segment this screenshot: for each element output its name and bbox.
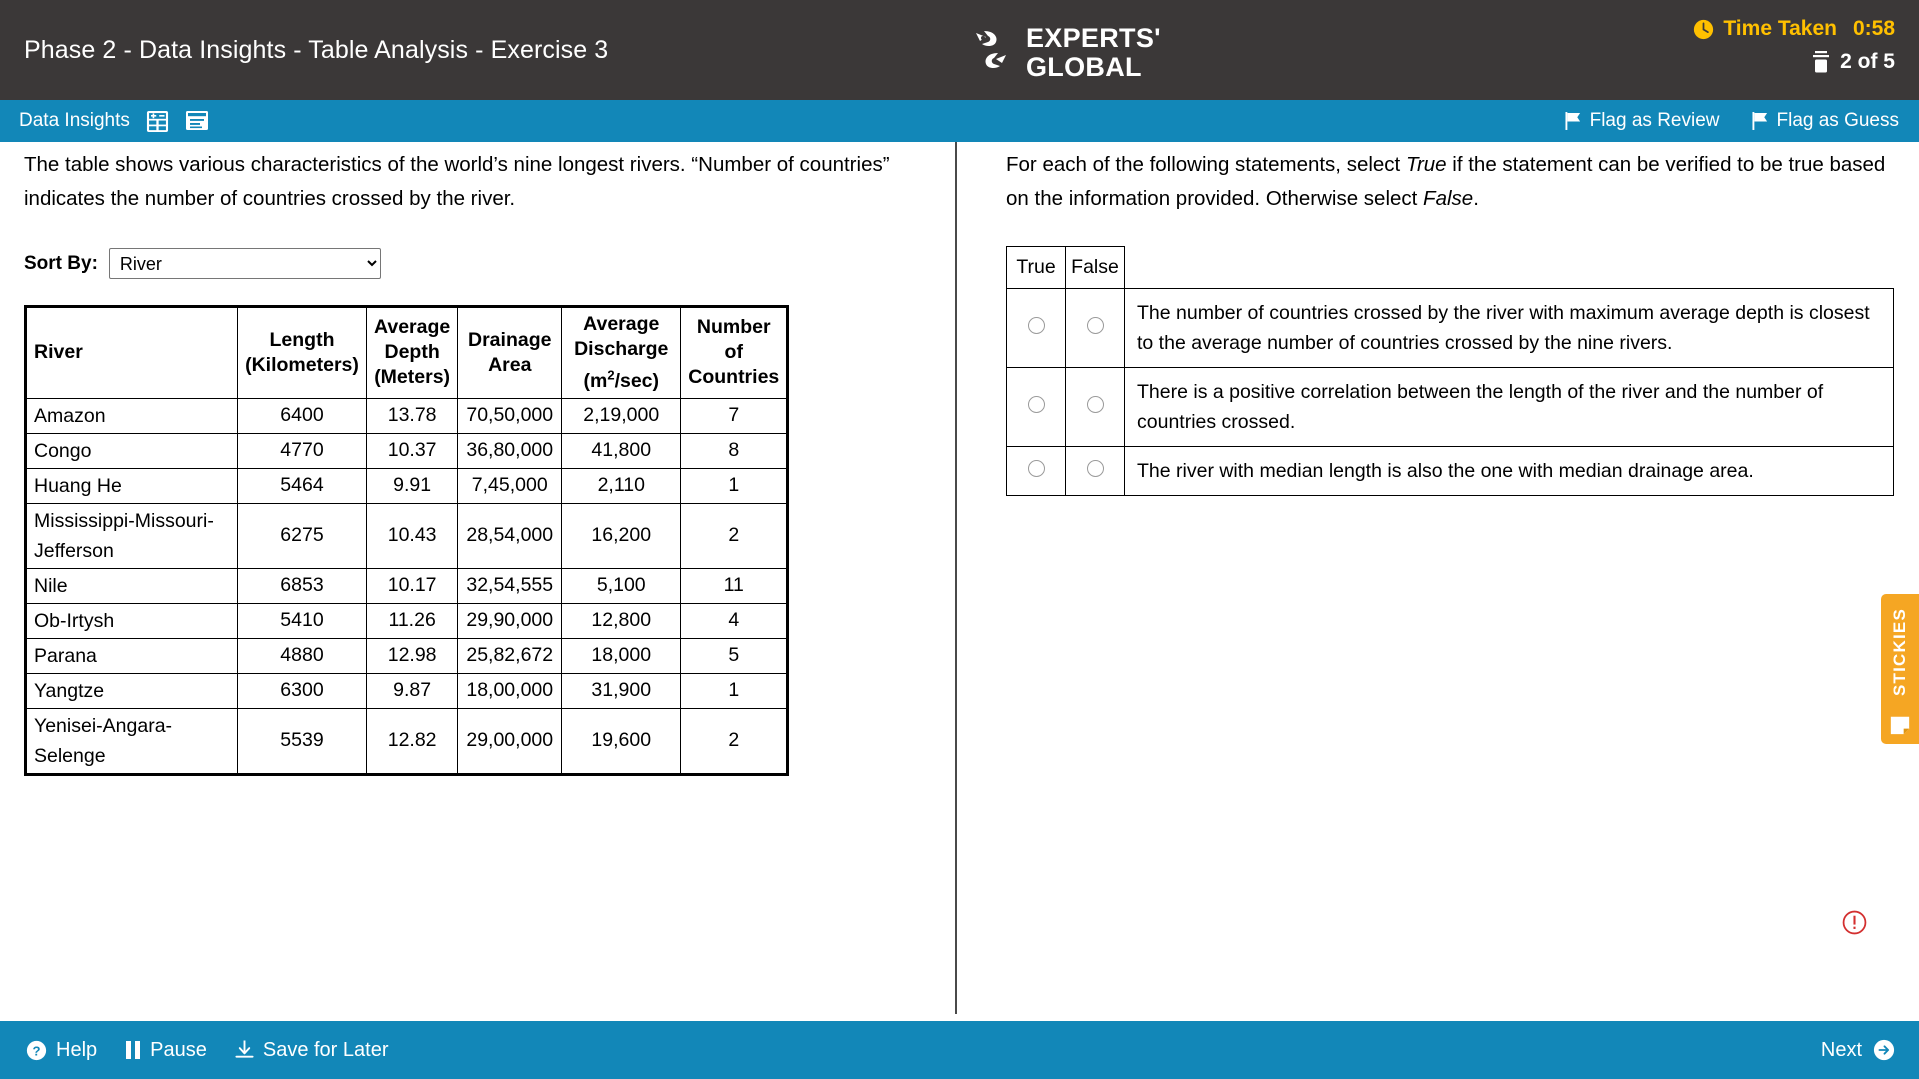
column-header-drainage-area: Drainage Area xyxy=(458,307,562,399)
timer xyxy=(1693,17,1895,41)
sticky-note-icon xyxy=(1889,714,1911,736)
column-header-average-depth: Average Depth (Meters) xyxy=(367,307,458,399)
column-header-river: River xyxy=(26,307,238,399)
cell-average-depth: 11.26 xyxy=(367,603,458,638)
radio-cell-true[interactable] xyxy=(1007,368,1066,447)
statement-row xyxy=(1007,368,1894,447)
cell-drainage-area: 18,00,000 xyxy=(458,673,562,708)
cell-average-discharge: 12,800 xyxy=(562,603,681,638)
column-header-length: Length (Kilometers) xyxy=(238,307,367,399)
timer-label: Time Taken xyxy=(1723,17,1837,40)
cell-number-of-countries: 1 xyxy=(681,468,788,503)
cell-average-discharge: 31,900 xyxy=(562,673,681,708)
cell-average-depth: 9.91 xyxy=(367,468,458,503)
statements-answer-table xyxy=(1006,246,1894,496)
sort-by-label: Sort By: xyxy=(24,252,98,274)
cell-average-discharge: 18,000 xyxy=(562,638,681,673)
cell-average-depth: 10.43 xyxy=(367,503,458,568)
cell-river: Yangtze xyxy=(26,673,238,708)
cell-average-depth: 12.98 xyxy=(367,638,458,673)
table-row xyxy=(26,398,788,433)
experts-global-logo-icon xyxy=(974,29,1016,77)
right-panel xyxy=(957,142,1919,1022)
svg-text:?: ? xyxy=(32,1042,41,1058)
help-label: Help xyxy=(56,1038,98,1061)
statement-row xyxy=(1007,289,1894,368)
radio-cell-false[interactable] xyxy=(1066,289,1125,368)
prompt-text-part3: . xyxy=(1473,187,1479,210)
column-header-average-discharge: Average Discharge $(m^2/\sec)$ xyxy=(562,307,681,399)
table-row xyxy=(26,468,788,503)
table-header-row xyxy=(26,307,788,399)
cell-number-of-countries: 5 xyxy=(681,638,788,673)
cell-drainage-area: 70,50,000 xyxy=(458,398,562,433)
logo-text-primary: EXPERTS' xyxy=(1026,23,1161,53)
cell-river: Yenisei-Angara-Selenge xyxy=(26,708,238,774)
cell-length: 6853 xyxy=(238,568,367,603)
cell-length: 4880 xyxy=(238,638,367,673)
radio-false-statement-1[interactable] xyxy=(1087,317,1104,334)
timer-value: 0:58 xyxy=(1852,17,1895,40)
statement-text: There is a positive correlation between the length of the river and the number of countries crossed. xyxy=(1125,368,1894,447)
toolbar-right-group xyxy=(1565,100,1899,142)
footer-left-group xyxy=(26,1021,388,1079)
save-for-later-button[interactable] xyxy=(235,1039,389,1062)
cell-drainage-area: 7,45,000 xyxy=(458,468,562,503)
cell-average-depth: 10.17 xyxy=(367,568,458,603)
stickies-tab[interactable] xyxy=(1881,594,1919,744)
download-icon xyxy=(235,1040,254,1060)
cell-average-depth: 12.82 xyxy=(367,708,458,774)
cell-length: 5539 xyxy=(238,708,367,774)
pause-label: Pause xyxy=(150,1038,207,1061)
next-label: Next xyxy=(1820,1038,1862,1061)
page-title: Phase 2 - Data Insights - Table Analysis - Exercise 3 xyxy=(24,36,609,64)
intro-paragraph: The table shows various characteristics of the world’s nine longest rivers. “Number of countries” indicates the number of countries crossed by the river. xyxy=(24,153,890,210)
alert-circle-icon[interactable] xyxy=(1842,910,1867,935)
prompt-false-word: False xyxy=(1423,187,1474,210)
cell-length: 6300 xyxy=(238,673,367,708)
save-for-later-label: Save for Later xyxy=(262,1038,389,1061)
radio-true-statement-1[interactable] xyxy=(1028,317,1045,334)
panel-divider xyxy=(955,142,957,1014)
cell-average-discharge: 2,110 xyxy=(562,468,681,503)
cell-number-of-countries: 7 xyxy=(681,398,788,433)
cell-average-discharge: 41,800 xyxy=(562,433,681,468)
prompt-text-part2: if the statement can be verified to be true based on the information provided. Otherwise select xyxy=(1006,153,1886,210)
logo-text-secondary: GLOBAL xyxy=(1026,52,1142,82)
flag-as-review-label: Flag as Review xyxy=(1589,110,1720,131)
sort-by-select[interactable] xyxy=(109,248,381,279)
table-body xyxy=(26,398,788,774)
flag-icon xyxy=(1752,112,1769,130)
cell-length: 6275 xyxy=(238,503,367,568)
column-header-statement xyxy=(1125,247,1894,289)
table-row xyxy=(26,638,788,673)
radio-cell-true[interactable] xyxy=(1007,289,1066,368)
cell-number-of-countries: 2 xyxy=(681,708,788,774)
sort-by-control xyxy=(24,248,381,279)
cell-river: Parana xyxy=(26,638,238,673)
column-header-false: False xyxy=(1066,247,1125,289)
section-toolbar xyxy=(0,100,1919,142)
prompt-text-part1: For each of the following statements, select xyxy=(1006,153,1406,176)
table-row xyxy=(26,433,788,468)
cell-average-discharge: 16,200 xyxy=(562,503,681,568)
statement-row xyxy=(1007,447,1894,496)
cell-drainage-area: 36,80,000 xyxy=(458,433,562,468)
statement-text: The river with median length is also the one with median drainage area. xyxy=(1125,447,1894,496)
statements-table-header xyxy=(1007,247,1894,289)
clock-icon xyxy=(1693,19,1714,40)
cell-number-of-countries: 11 xyxy=(681,568,788,603)
statements-table-body xyxy=(1007,289,1894,496)
cell-length: 6400 xyxy=(238,398,367,433)
radio-true-statement-2[interactable] xyxy=(1028,396,1045,413)
cell-average-discharge: 5,100 xyxy=(562,568,681,603)
question-mark-icon xyxy=(26,1040,47,1061)
cell-river: Ob-Irtysh xyxy=(26,603,238,638)
cell-number-of-countries: 4 xyxy=(681,603,788,638)
cell-number-of-countries: 8 xyxy=(681,433,788,468)
left-panel xyxy=(0,142,955,1022)
cell-river: Nile xyxy=(26,568,238,603)
cell-drainage-area: 28,54,000 xyxy=(458,503,562,568)
help-button[interactable] xyxy=(26,1039,97,1062)
section-label: Data Insights xyxy=(19,110,130,131)
column-header-true: True xyxy=(1007,247,1066,289)
toolbar-left-group xyxy=(19,100,209,142)
question-counter xyxy=(1811,50,1895,74)
cell-length: 4770 xyxy=(238,433,367,468)
cell-drainage-area: 29,90,000 xyxy=(458,603,562,638)
cell-drainage-area: 29,00,000 xyxy=(458,708,562,774)
radio-false-statement-2[interactable] xyxy=(1087,396,1104,413)
cell-drainage-area: 25,82,672 xyxy=(458,638,562,673)
flag-as-guess-button[interactable] xyxy=(1752,110,1900,132)
cell-average-depth: 13.78 xyxy=(367,398,458,433)
question-counter-label: 2 of 5 xyxy=(1840,50,1895,73)
radio-false-statement-3[interactable] xyxy=(1087,460,1104,477)
table-row xyxy=(26,708,788,774)
main-content xyxy=(0,142,1919,1022)
cell-number-of-countries: 1 xyxy=(681,673,788,708)
cell-average-depth: 9.87 xyxy=(367,673,458,708)
table-row xyxy=(26,503,788,568)
brand-logo xyxy=(974,25,1161,81)
radio-cell-false[interactable] xyxy=(1066,447,1125,496)
cell-average-discharge: 19,600 xyxy=(562,708,681,774)
radio-cell-true[interactable] xyxy=(1007,447,1066,496)
app-header xyxy=(0,0,1919,100)
cell-river: Huang He xyxy=(26,468,238,503)
statements-header-row xyxy=(1007,247,1894,289)
pause-icon xyxy=(125,1041,141,1059)
statement-text: The number of countries crossed by the river with maximum average depth is closest to the average number of countries crossed by the nine rivers. xyxy=(1125,289,1894,368)
prompt-true-word: True xyxy=(1405,153,1447,176)
calculator-icon[interactable] xyxy=(146,110,169,133)
cell-average-depth: 10.37 xyxy=(367,433,458,468)
table-row xyxy=(26,673,788,708)
stickies-label: STICKIES xyxy=(1890,608,1909,697)
flag-as-guess-label: Flag as Guess xyxy=(1776,110,1899,131)
cell-river: Mississippi-Missouri-Jefferson xyxy=(26,503,238,568)
table-header xyxy=(26,307,788,399)
cell-average-discharge: 2,19,000 xyxy=(562,398,681,433)
cell-length: 5410 xyxy=(238,603,367,638)
flag-icon xyxy=(1565,112,1582,130)
cell-length: 5464 xyxy=(238,468,367,503)
column-header-number-of-countries: Number of Countries xyxy=(681,307,788,399)
cell-drainage-area: 32,54,555 xyxy=(458,568,562,603)
pause-button[interactable] xyxy=(125,1039,207,1062)
radio-true-statement-3[interactable] xyxy=(1028,460,1045,477)
question-prompt xyxy=(1006,148,1901,216)
cell-river: Congo xyxy=(26,433,238,468)
next-button[interactable] xyxy=(1821,1021,1895,1079)
radio-cell-false[interactable] xyxy=(1066,368,1125,447)
rivers-data-table xyxy=(24,305,789,776)
cell-river: Amazon xyxy=(26,398,238,433)
table-row xyxy=(26,603,788,638)
arrow-right-icon xyxy=(1873,1039,1895,1061)
book-icon xyxy=(1811,51,1831,73)
whiteboard-icon[interactable] xyxy=(185,110,209,132)
flag-as-review-button[interactable] xyxy=(1565,110,1720,132)
cell-number-of-countries: 2 xyxy=(681,503,788,568)
table-row xyxy=(26,568,788,603)
footer-toolbar xyxy=(0,1021,1919,1079)
